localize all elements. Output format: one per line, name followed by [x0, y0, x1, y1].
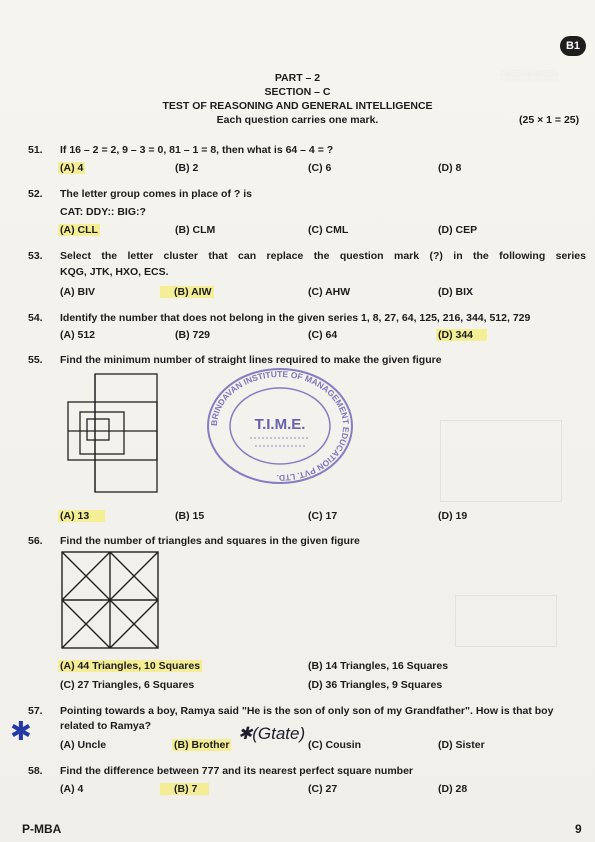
option-c: (C) 27 [308, 783, 338, 795]
triangles-squares-figure [60, 550, 160, 650]
question-text: The letter group comes in place of ? is [60, 188, 252, 200]
option-b: (B) 7 [160, 783, 209, 795]
booklet-code-badge: B1 [560, 36, 586, 56]
question-text: Find the minimum number of straight lines required to make the given figure [60, 354, 442, 366]
option-a: (A) 512 [60, 329, 96, 341]
option-a: (A) 4 [60, 783, 84, 795]
option-d: (D) 19 [438, 510, 468, 522]
question-text-line2: CAT: DDY:: BIG:? [60, 206, 146, 218]
question-text: Pointing towards a boy, Ramya said "He is the son of only son of my Grandfather". How is that boy [60, 705, 554, 717]
option-b: (B) AIW [160, 286, 214, 298]
question-number: 58. [28, 765, 43, 777]
option-c: (C) 6 [308, 162, 332, 174]
option-c: (C) CML [308, 224, 349, 236]
option-b: (B) CLM [175, 224, 216, 236]
option-c: (C) 27 Triangles, 6 Squares [60, 679, 195, 691]
option-c: (C) AHW [308, 286, 351, 298]
straight-lines-figure [60, 372, 160, 496]
footer-paper-code: P-MBA [22, 822, 62, 836]
question-text: Identify the number that does not belong in the given series 1, 8, 27, 64, 125, 216, 344, 512, 729 [60, 312, 531, 324]
question-text-line2: KQG, JTK, HXO, ECS. [60, 266, 169, 278]
marks-note: Each question carries one mark. [216, 114, 379, 126]
handwritten-star-mark: ✱ [10, 716, 32, 746]
option-b: (B) 14 Triangles, 16 Squares [308, 660, 449, 672]
question-number: 57. [28, 705, 43, 717]
question-number: 54. [28, 312, 43, 324]
option-d: (D) Sister [438, 739, 485, 751]
question-number: 55. [28, 354, 43, 366]
question-number: 56. [28, 535, 43, 547]
handwritten-note: ✱(Gtate) [238, 724, 306, 743]
question-text-line2: related to Ramya? [60, 720, 152, 732]
institute-stamp [205, 366, 355, 486]
option-a: (A) CLL [60, 224, 98, 236]
option-d: (D) 344 [436, 329, 487, 341]
option-a: (A) 44 Triangles, 10 Squares [60, 660, 201, 672]
option-c: (C) 64 [308, 329, 338, 341]
option-d: (D) BIX [438, 286, 473, 298]
marks-total: (25 × 1 = 25) [519, 114, 580, 126]
option-b: (B) 2 [175, 162, 199, 174]
option-d: (D) CEP [438, 224, 478, 236]
option-b: (B) 15 [175, 510, 205, 522]
part-heading: PART – 2 [274, 72, 321, 84]
option-c: (C) 17 [308, 510, 338, 522]
bleed-through-table [455, 595, 557, 647]
option-d: (D) 28 [438, 783, 468, 795]
option-a: (A) BIV [60, 286, 95, 298]
question-text: Find the number of triangles and squares in the given figure [60, 535, 360, 547]
stamp-ring-text: BRINDAVAN INSTITUTE OF MANAGEMENT EDUCATION PVT. LTD. [208, 368, 352, 484]
option-b: (B) 729 [175, 329, 211, 341]
option-d: (D) 8 [438, 162, 462, 174]
stamp-center-text: T.I.M.E. [254, 416, 306, 433]
page-number: 9 [575, 822, 582, 836]
option-d: (D) 36 Triangles, 9 Squares [308, 679, 443, 691]
test-title: TEST OF REASONING AND GENERAL INTELLIGENCE [162, 100, 433, 112]
question-number: 51. [28, 144, 43, 156]
question-text: If 16 – 2 = 2, 9 – 3 = 0, 81 – 1 = 8, then what is 64 – 4 = ? [60, 144, 334, 156]
question-number: 52. [28, 188, 43, 200]
option-a: (A) 13 [58, 510, 105, 522]
option-a: (A) Uncle [60, 739, 107, 751]
question-text: Find the difference between 777 and its nearest perfect square number [60, 765, 414, 777]
option-a: (A) 4 [60, 162, 84, 174]
question-text: Select the letter cluster that can replace the question mark (?) in the following series [60, 250, 586, 262]
option-c: (C) Cousin [308, 739, 362, 751]
section-heading: SECTION – C [264, 86, 331, 98]
option-b: (B) Brother [174, 739, 230, 751]
bleed-through-figure [440, 420, 562, 502]
bleed-through-text: ░░░░░░░░░ [500, 70, 558, 80]
question-number: 53. [28, 250, 43, 262]
